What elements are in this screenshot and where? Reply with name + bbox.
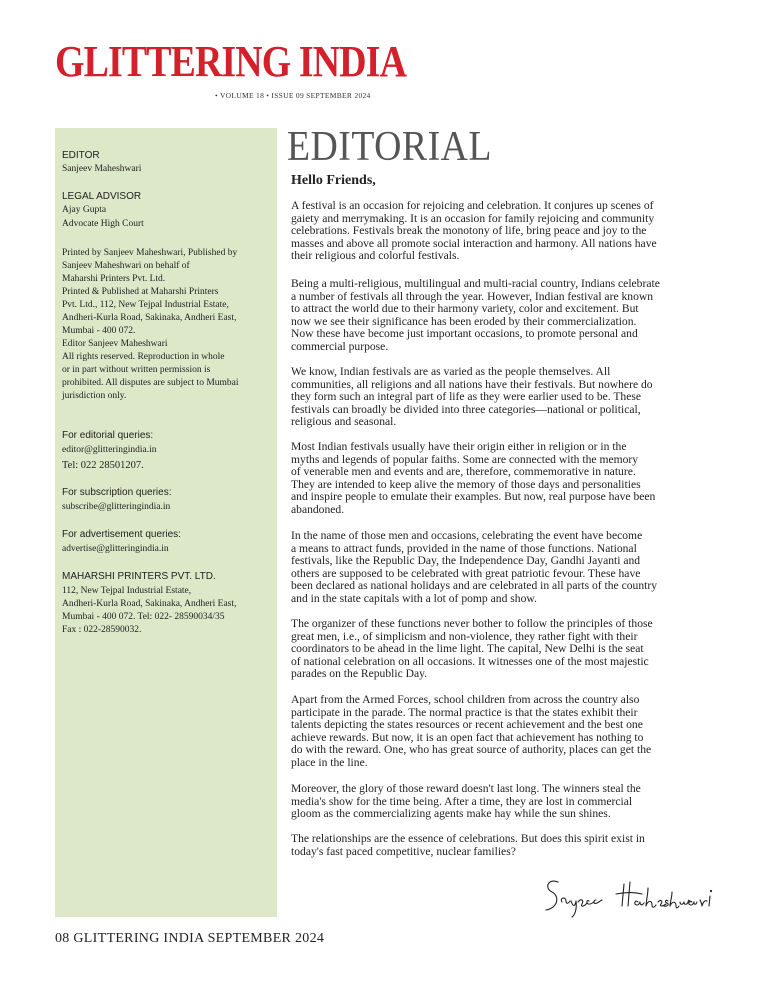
masthead bbox=[55, 37, 463, 100]
text-line: today's fast paced competitive, nuclear families? bbox=[291, 844, 516, 858]
text-line: and in the state capitals with a lot of pomp and show. bbox=[291, 591, 537, 605]
text-line: We know, Indian festivals are as varied as the people themselves. All bbox=[291, 365, 611, 378]
text-line: participate in the parade. The normal practice is that the states exhibit their bbox=[291, 705, 638, 719]
paragraph bbox=[291, 278, 721, 354]
text-line: a means to attract funds, provided in the name of those functions. National bbox=[291, 541, 637, 555]
text-line: religious and seasonal. bbox=[291, 415, 397, 429]
text-line: coordinators to be ahead in the lime light. The capital, New Delhi is the seat bbox=[291, 642, 644, 656]
page-footer: 08 GLITTERING INDIA SEPTEMBER 2024 bbox=[55, 931, 325, 946]
imprint-line: Sanjeev Maheshwari on behalf of bbox=[62, 261, 190, 271]
advertisement-email-link[interactable]: advertise@glitteringindia.in bbox=[62, 544, 169, 554]
paragraph bbox=[291, 530, 721, 606]
text-line: parades on the Republic Day. bbox=[291, 667, 428, 681]
imprint-line: Maharshi Printers Pvt. Ltd. bbox=[62, 274, 166, 284]
text-line: media's show for the time being. After a time, they are lost in commercial bbox=[291, 794, 633, 808]
text-line: Apart from the Armed Forces, school children from across the country also bbox=[291, 693, 640, 706]
text-line: Being a multi-religious, multilingual and multi-racial country, Indians celebrate bbox=[291, 277, 660, 290]
text-line: abandoned. bbox=[291, 502, 345, 516]
editor-name: Sanjeev Maheshwari bbox=[62, 164, 142, 174]
text-line: their religious and colorful festivals. bbox=[291, 249, 460, 263]
text-line: communities, all religions and all nations have their festivals. But nowhere do bbox=[291, 377, 653, 391]
editorial-email-link[interactable]: editor@glitteringindia.in bbox=[62, 445, 157, 455]
imprint-block bbox=[62, 247, 272, 403]
legal-court: Advocate High Court bbox=[62, 219, 144, 229]
text-line: of national celebration on all occasions. It witnesses one of the most majestic bbox=[291, 654, 649, 668]
text-line: do with the reward. One, who has great source of authority, places can get the bbox=[291, 743, 652, 757]
text-line: to attract the world due to their harmony variety, color and excitement. But bbox=[291, 302, 639, 316]
legal-name: Ajay Gupta bbox=[62, 205, 107, 215]
printer-line: Mumbai - 400 072. Tel: 022- 28590034/35 bbox=[62, 612, 225, 622]
text-line: place in the line. bbox=[291, 755, 368, 769]
text-line: a number of festivals all through the year. However, Indian festival are known bbox=[291, 289, 654, 303]
text-line: The organizer of these functions never bother to follow the principles of those bbox=[291, 617, 653, 630]
printer-line: 112, New Tejpal Industrial Estate, bbox=[62, 586, 192, 596]
paragraph bbox=[291, 694, 721, 770]
greeting: Hello Friends, bbox=[291, 173, 376, 188]
paragraph bbox=[291, 783, 721, 821]
subscription-queries-label: For subscription queries: bbox=[62, 487, 172, 498]
editor-heading: EDITOR bbox=[62, 150, 100, 161]
text-line: The relationships are the essence of celebrations. But does this spirit exist in bbox=[291, 832, 645, 845]
text-line: festivals can broadly be divided into three categories—national or political, bbox=[291, 402, 641, 416]
issue-line: • VOLUME 18 • ISSUE 09 SEPTEMBER 2024 bbox=[215, 91, 371, 100]
text-line: festivals, like the Republic Day, the Independence Day, Gandhi Jayanti and bbox=[291, 554, 641, 568]
text-line: now we see their significance has been eroded by their commercialization. bbox=[291, 314, 637, 328]
text-line: talents depicting the states resources or recent achievement and the best one bbox=[291, 718, 643, 732]
text-line: myths and legends of popular faiths. Some are connected with the memory bbox=[291, 452, 639, 466]
text-line: been declared as national holidays and are celebrated in all parts of the country bbox=[291, 579, 658, 593]
text-line: gloom as the commercializing agents make hay while the sun shines. bbox=[291, 807, 611, 821]
text-line: Moreover, the glory of those reward doesn't last long. The winners steal the bbox=[291, 782, 641, 795]
advertisement-queries-label: For advertisement queries: bbox=[62, 529, 181, 540]
text-line: A festival is an occasion for rejoicing and celebration. It conjures up scenes of bbox=[291, 199, 654, 212]
imprint-line: Andheri-Kurla Road, Sakinaka, Andheri East, bbox=[62, 313, 237, 323]
masthead-title: GLITTERING INDIA bbox=[55, 37, 407, 86]
imprint-line: All rights reserved. Reproduction in whole bbox=[62, 352, 225, 362]
text-line: celebrations. Festivals break the monotony of life, bring peace and joy to the bbox=[291, 224, 647, 238]
imprint-line: Printed by Sanjeev Maheshwari, Published by bbox=[62, 248, 238, 258]
paragraph bbox=[291, 618, 721, 681]
imprint-line: jurisdiction only. bbox=[62, 391, 127, 401]
text-line: In the name of those men and occasions, celebrating the event have become bbox=[291, 529, 643, 542]
masthead-sidebar bbox=[55, 128, 277, 917]
imprint-line: Mumbai - 400 072. bbox=[62, 326, 136, 336]
editorial-title: EDITORIAL bbox=[287, 124, 492, 170]
legal-heading: LEGAL ADVISOR bbox=[62, 191, 142, 202]
editor-signature bbox=[540, 872, 720, 920]
text-line: Now these have become just important occasions, to promote personal and bbox=[291, 327, 638, 341]
printer-line: Fax : 022-28590032. bbox=[62, 625, 142, 635]
editorial-queries-label: For editorial queries: bbox=[62, 430, 154, 441]
text-line: commercial purpose. bbox=[291, 339, 389, 353]
paragraph bbox=[291, 200, 721, 263]
printer-address bbox=[62, 585, 272, 637]
text-line: and inspire people to emulate their examples. But now, real purpose have been bbox=[291, 490, 656, 504]
text-line: achieve rewards. But now, it is an open fact that achievement has nothing to bbox=[291, 730, 644, 744]
imprint-line: prohibited. All disputes are subject to Mumbai bbox=[62, 378, 239, 388]
text-line: Most Indian festivals usually have their origin either in religion or in the bbox=[291, 440, 627, 453]
text-line: of venerable men and events and are, therefore, commemorative in nature. bbox=[291, 465, 636, 479]
printer-line: Andheri-Kurla Road, Sakinaka, Andheri East, bbox=[62, 599, 237, 609]
paragraph bbox=[291, 366, 721, 429]
text-line: They are intended to keep alive the memory of those days and personalities bbox=[291, 477, 641, 491]
text-line: gaiety and merrymaking. It is an occasion for family rejoicing and community bbox=[291, 211, 655, 225]
imprint-line: or in part without written permission is bbox=[62, 365, 211, 375]
text-line: masses and above all promote social interaction and harmony. All nations have bbox=[291, 236, 657, 250]
text-line: they form such an integral part of life as they were earlier used to be. These bbox=[291, 390, 642, 404]
imprint-line: Pvt. Ltd., 112, New Tejpal Industrial Estate, bbox=[62, 300, 229, 310]
text-line: great men, i.e., of simplicism and non-violence, they rather fight with their bbox=[291, 629, 638, 643]
text-line: others are supposed to be celebrated with great patriotic fevour. These have bbox=[291, 566, 641, 580]
paragraph bbox=[291, 833, 721, 858]
editorial-phone: Tel: 022 28501207. bbox=[62, 460, 144, 471]
subscription-email-link[interactable]: subscribe@glitteringindia.in bbox=[62, 502, 171, 512]
paragraph bbox=[291, 441, 721, 517]
imprint-line: Editor Sanjeev Maheshwari bbox=[62, 339, 168, 349]
imprint-line: Printed & Published at Maharshi Printers bbox=[62, 287, 219, 297]
printer-heading: MAHARSHI PRINTERS PVT. LTD. bbox=[62, 571, 216, 582]
